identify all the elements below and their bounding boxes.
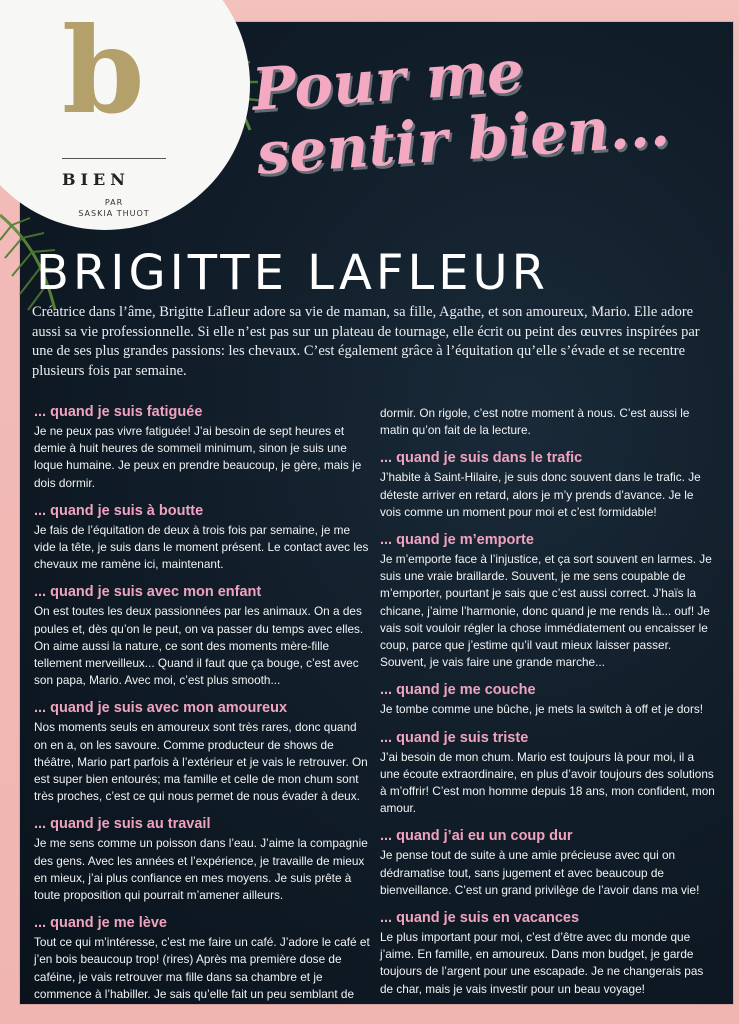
section-body: J’ai besoin de mon chum. Mario est toujours là pour moi, il a une écoute extraordinaire, en plus d’avoir toujours des solutions à m’offrir! C’est mon homme depuis 18 ans, mon confident, mon amour. bbox=[380, 749, 715, 816]
section-vacances bbox=[380, 910, 716, 998]
section-body: Je tombe comme une bûche, je mets la switch à off et je dors! bbox=[380, 702, 704, 717]
section-heading: ... quand je suis au travail bbox=[34, 816, 211, 833]
section-travail bbox=[34, 816, 370, 904]
continued-paragraph: dormir. On rigole, c’est notre moment à nous. C’est aussi le matin qu’on fait de la lecture. bbox=[380, 406, 690, 438]
section-fatiguee bbox=[34, 404, 370, 492]
section-body: Je me sens comme un poisson dans l’eau. J’aime la compagnie des gens. Avec les années et l’expérience, je travaille de mieux en mieux, j’ai plus confiance en mes moyens. Je suis prête à toute proposition qui pourrait m’amener ailleurs. bbox=[34, 836, 368, 903]
celebrity-name: BRIGITTE LAFLEUR bbox=[36, 245, 550, 301]
article-title: Pour me sentir bien... bbox=[249, 37, 672, 188]
section-heading: ... quand je suis triste bbox=[380, 729, 529, 746]
byline bbox=[62, 197, 166, 219]
section-label: BIEN bbox=[62, 170, 130, 189]
section-heading: ... quand je suis en vacances bbox=[380, 910, 580, 927]
logo-divider bbox=[62, 158, 166, 159]
section-heading: ... quand je suis à boutte bbox=[34, 502, 204, 519]
section-coup-dur bbox=[380, 828, 716, 899]
section-heading: ... quand je me lève bbox=[34, 915, 167, 932]
section-heading: ... quand je suis avec mon enfant bbox=[34, 584, 262, 601]
section-me-leve bbox=[34, 915, 370, 1003]
section-couche bbox=[380, 682, 716, 718]
section-heading: ... quand j’ai eu un coup dur bbox=[380, 828, 573, 845]
right-column bbox=[380, 405, 716, 1009]
intro-paragraph: Créatrice dans l’âme, Brigitte Lafleur adore sa vie de maman, sa fille, Agathe, et son amoureux, Mario. Elle adore aussi sa vie professionnelle. Si elle n’est pas sur un plateau de tournage, elle écrit ou peint des œuvres inspirées par une de ses plus grandes passions: les chevaux. C’est également grâce à l’équitation qu’elle s’évade et se recentre plusieurs fois par semaine. bbox=[32, 304, 700, 379]
logo-letter: b bbox=[62, 1, 145, 140]
byline-prefix: PAR bbox=[104, 198, 124, 207]
section-heading: ... quand je me couche bbox=[380, 682, 536, 699]
section-emporte bbox=[380, 532, 716, 671]
section-heading: ... quand je m’emporte bbox=[380, 532, 534, 549]
section-body: Le plus important pour moi, c’est d’être avec du monde que j’aime. En famille, en amoureux. Dans mon budget, je garde toujours de l’argent pour une escapade. Je ne changerais pas de char, mais je vais investir pour un beau voyage! bbox=[380, 930, 704, 996]
section-body: Je ne peux pas vivre fatiguée! J’ai besoin de sept heures et demie à huit heures de sommeil minimum, sinon je suis une loque humaine. Je peux en prendre beaucoup, je gère, mais je dois dormir. bbox=[34, 424, 362, 490]
section-body: Je pense tout de suite à une amie précieuse avec qui on dédramatise tout, sans jugement et avec beaucoup de bienveillance. C’est un grand privilège de l’avoir dans ma vie! bbox=[380, 848, 700, 897]
continued-text bbox=[380, 405, 716, 439]
section-body: J’habite à Saint-Hilaire, je suis donc souvent dans le trafic. Je déteste arriver en retard, alors je m’y prends d’avance. Je le vois comme un moment pour moi et c’est formidable! bbox=[380, 470, 701, 519]
section-amoureux bbox=[34, 700, 370, 805]
section-heading: ... quand je suis avec mon amoureux bbox=[34, 700, 288, 717]
section-body: Nos moments seuls en amoureux sont très rares, donc quand on en a, on les savoure. Comme producteur de shows de théâtre, Mario part parfois à l’extérieur et je vais le retrouver. On est super bien entourés; ma famille et celle de mon chum sont très proches, c’est ce qui nous permet de nous évader à deux. bbox=[34, 720, 368, 804]
section-body: Tout ce qui m’intéresse, c’est me faire un café. J’adore le café et j’en bois beaucoup trop! (rires) Après ma première dose de caféine, je vais retrouver ma fille dans sa chambre et je commence à l’habiller. Je sais qu’elle fait un peu semblant de bbox=[34, 935, 370, 1001]
section-triste bbox=[380, 730, 716, 818]
section-heading: ... quand je suis fatiguée bbox=[34, 404, 203, 420]
section-body: Je fais de l’équitation de deux à trois fois par semaine, je me vide la tête, je suis dans le moment présent. Le contact avec les chevaux me ramène ici, maintenant. bbox=[34, 522, 369, 572]
section-trafic bbox=[380, 450, 716, 521]
section-enfant bbox=[34, 584, 370, 689]
section-body: On est toutes les deux passionnées par les animaux. On a des poules et, dès qu’on le peut, on va passer du temps avec elles. On aime aussi la nature, ce sont des moments mère-fille tellement merveilleux... Quand il faut que ça bouge, c’est avec son papa, Mario. Avec moi, c’est plus smooth... bbox=[34, 604, 364, 688]
section-heading: ... quand je suis dans le trafic bbox=[380, 450, 583, 467]
left-column bbox=[34, 404, 370, 1014]
byline-author: SASKIA THUOT bbox=[78, 209, 150, 218]
section-a-boutte bbox=[34, 503, 370, 574]
section-body: Je m’emporte face à l’injustice, et ça sort souvent en larmes. Je suis une vraie braillarde. Souvent, je me sens coupable de m’emporter, pourtant je sais que c’est aussi correct. J’haïs la chicane, j’aime l’harmonie, donc quand je me rends là... ouf! Je vais soit vouloir régler la chose immédiatement ou encaisser le coup, parce que j’estime qu’il vaut mieux laisser passer. Souvent, je vais faire une grande marche... bbox=[380, 552, 712, 670]
